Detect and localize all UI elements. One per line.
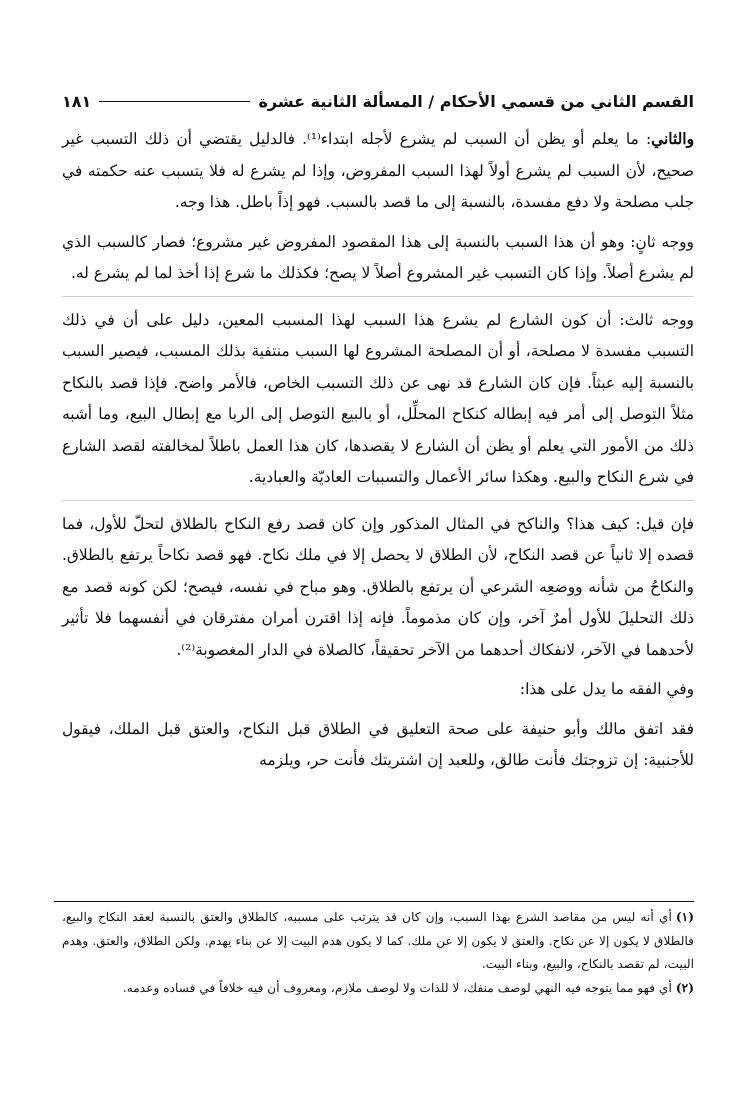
footnote-divider xyxy=(54,901,694,902)
footnote-2 xyxy=(62,977,694,1001)
paragraph-6: فقد اتفق مالك وأبو حنيفة على صحة التعليق في الطلاق قبل النكاح، والعتق قبل الملك، فيقول للأجنبية: إن تزوجتك فأنت طالق، وللعبد إن اشتريتك فأنت حر، ويلزمه xyxy=(62,719,694,769)
paragraph-4: فإن قيل: كيف هذا؟ والناكح في المثال المذكور وإن كان قصد رفع النكاح بالطلاق لتحلّ للأول، فما قصده إلا ثانياً عن قصد النكاح، لأن الطلاق لا يحصل إلا في ملك نكاح. فهو قصد نكاحاً يرتفع بالطلاق. والنكاحُ من شأنه ووضعِه الشرعي أن يرتفع بالطلاق. وهو مباح في نفسه، فيصح؛ لكن كونه قصد مع ذلك التحليلَ للأول أمرٌ آخر، وإن كان مذموماً. فإنه إذا اقترن أمران مفترقان في أنفسهما فلا تأثير لأحدهما في الآخر، لانفكاك أحدهما من الآخر تحقيقاً، كالصلاة في الدار المغصوبة⁽²⁾. xyxy=(62,514,694,659)
main-text xyxy=(62,124,694,785)
footnote-1 xyxy=(62,906,694,977)
paragraph-2: ووجه ثانٍ: وهو أن هذا السبب بالنسبة إلى هذا المقصود المفروض غير مشروع؛ فصار كالسبب الذي لم يشرع أصلاً. وإذا كان التسبب غير المشروع أصلاً لا يصح؛ فكذلك ما شرع إذا أخذ لما لم يشرع له. xyxy=(62,227,694,297)
footnote-2-text: أي فهو مما يتوجه فيه النهي لوصف منفك، لا للذات ولا لوصف ملازم، ومعروف أن فيه خلافاً في فساده وعدمه. xyxy=(122,980,672,995)
running-title: القسم الثاني من قسمي الأحكام / المسألة الثانية عشرة xyxy=(258,91,694,111)
paragraph-3: ووجه ثالث: أن كون الشارع لم يشرع هذا السبب لهذا المسبب المعين، دليل على أن في ذلك التسبب مفسدة لا مصلحة، أو أن المصلحة المشروع لها السبب منتفية بذلك المسبب، فيصير السبب بالنسبة إليه عبثاً. فإن كان الشارع قد نهى عن ذلك التسبب الخاص، فالأمر واضح. فإذا قصد بالنكاح مثلاً التوصل إلى أمر فيه إبطاله كنكاح المحلِّل، أو بالبيع التوصل إلى الربا مع إبطال البيع، وما أشبه ذلك من الأمور التي يعلم أو يظن أن الشارع لا يقصدها، كان هذا العمل باطلاً لمخالفته لقصد الشارع في شرع النكاح والبيع. وهكذا سائر الأعمال والتسببات العاديّة والعبادية. xyxy=(62,305,694,501)
footnote-2-number: (٢) xyxy=(675,980,694,995)
page-header xyxy=(62,86,694,116)
header-rule xyxy=(99,101,250,102)
footnotes xyxy=(62,906,694,1000)
paragraph-1-lead: والثاني xyxy=(651,130,694,148)
paragraph-1-text: : ما يعلم أو يظن أن السبب لم يشرع لأجله ابتداء⁽¹⁾. فالدليل يقتضي أن ذلك التسبب غير صحيح، لأن السبب لم يشرع أولاً لهذا السبب المفروض، وإذا لم يشرع له فلا يتسبب عنه حكمته في جلب مصلحة ولا دفع مفسدة، بالنسبة إلى ما قصد بالسبب. فهو إذاً باطل. هذا وجه. xyxy=(62,130,694,211)
paragraph-5: وفي الفقه ما يدل على هذا: xyxy=(519,680,694,698)
footnote-1-number: (١) xyxy=(675,910,694,924)
page-number: ١٨١ xyxy=(62,91,92,111)
paragraph-1 xyxy=(62,124,694,219)
footnote-1-text: أي أنه ليس من مقاصد الشرع بهذا السبب، وإن كان قد يترتب على مسببه، كالطلاق والعتق بالنسبة لعقد النكاح والبيع، فالطلاق لا يكون إلا عن نكاح. والعتق لا يكون إلا عن ملك. كما لا يكون هدم البيت إلا عن بناء يهدم. ولكن الطلاق، والعتق. وهدم البيت، لم تقصد بالنكاح، والبيع، وبناء البيت. xyxy=(62,910,694,972)
